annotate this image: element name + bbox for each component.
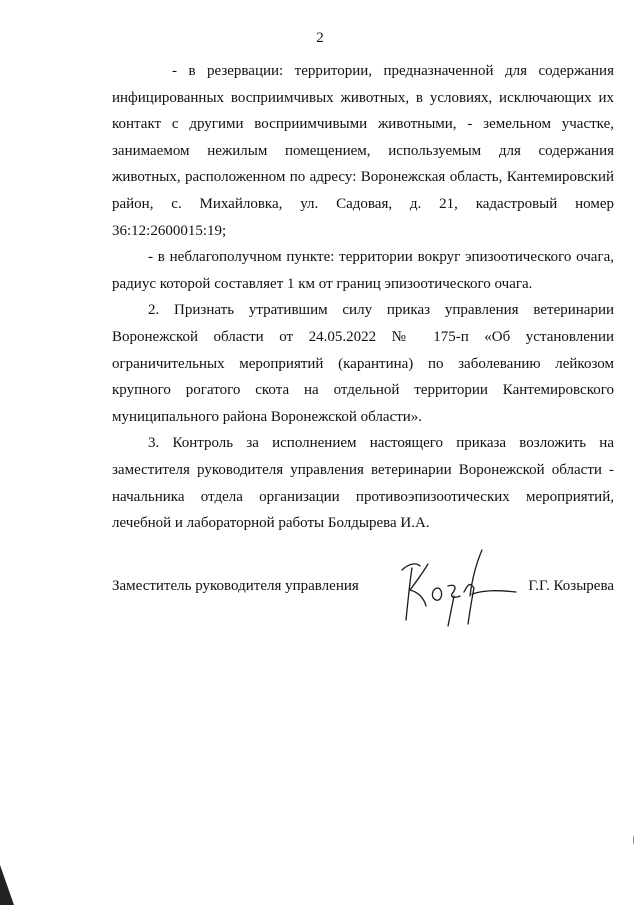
- page-number: 2: [316, 30, 324, 46]
- signature-block: [112, 578, 614, 608]
- signatory-role: Заместитель руководителя управления: [112, 578, 359, 594]
- signatory-name: Г.Г. Козырева: [528, 578, 614, 594]
- handwritten-signature: [398, 540, 520, 632]
- scan-artifact-tick: [633, 836, 634, 844]
- paragraph-unfavorable-point: - в неблагополучном пункте: территории вокруг эпизоотического очага, радиус которой составляет 1 км от границ эпизоотического очага.: [112, 249, 614, 292]
- paragraph-reservation: - в резервации: территории, предназначенной для содержания инфицированных восприимчивых животных, в условиях, исключающих их контакт с другими восприимчивыми животными, - земельном участке, занимаемом нежилым помещением, используемым для содержания животных, расположенном по адресу: Воронежская область, Кантемировский район, с. Михайловка, ул. Садовая, д. 21, кадастровый номер 36:12:2600015:19;: [112, 63, 614, 239]
- document-body: [112, 58, 614, 537]
- paragraph-revoke-order: 2. Признать утратившим силу приказ управления ветеринарии Воронежской области от 24.05.2022 № 175-п «Об установлении ограничительных мероприятий (карантина) по заболеванию лейкозом крупного рогатого скота на отдельной территории Кантемировского муниципального района Воронежской области».: [112, 302, 614, 425]
- paragraph-control: 3. Контроль за исполнением настоящего приказа возложить на заместителя руководителя управления ветеринарии Воронежской области - начальника отдела организации противоэпизоотических мероприятий, лечебной и лабораторной работы Болдырева И.А.: [112, 435, 614, 532]
- scan-edge-shadow: [0, 865, 14, 905]
